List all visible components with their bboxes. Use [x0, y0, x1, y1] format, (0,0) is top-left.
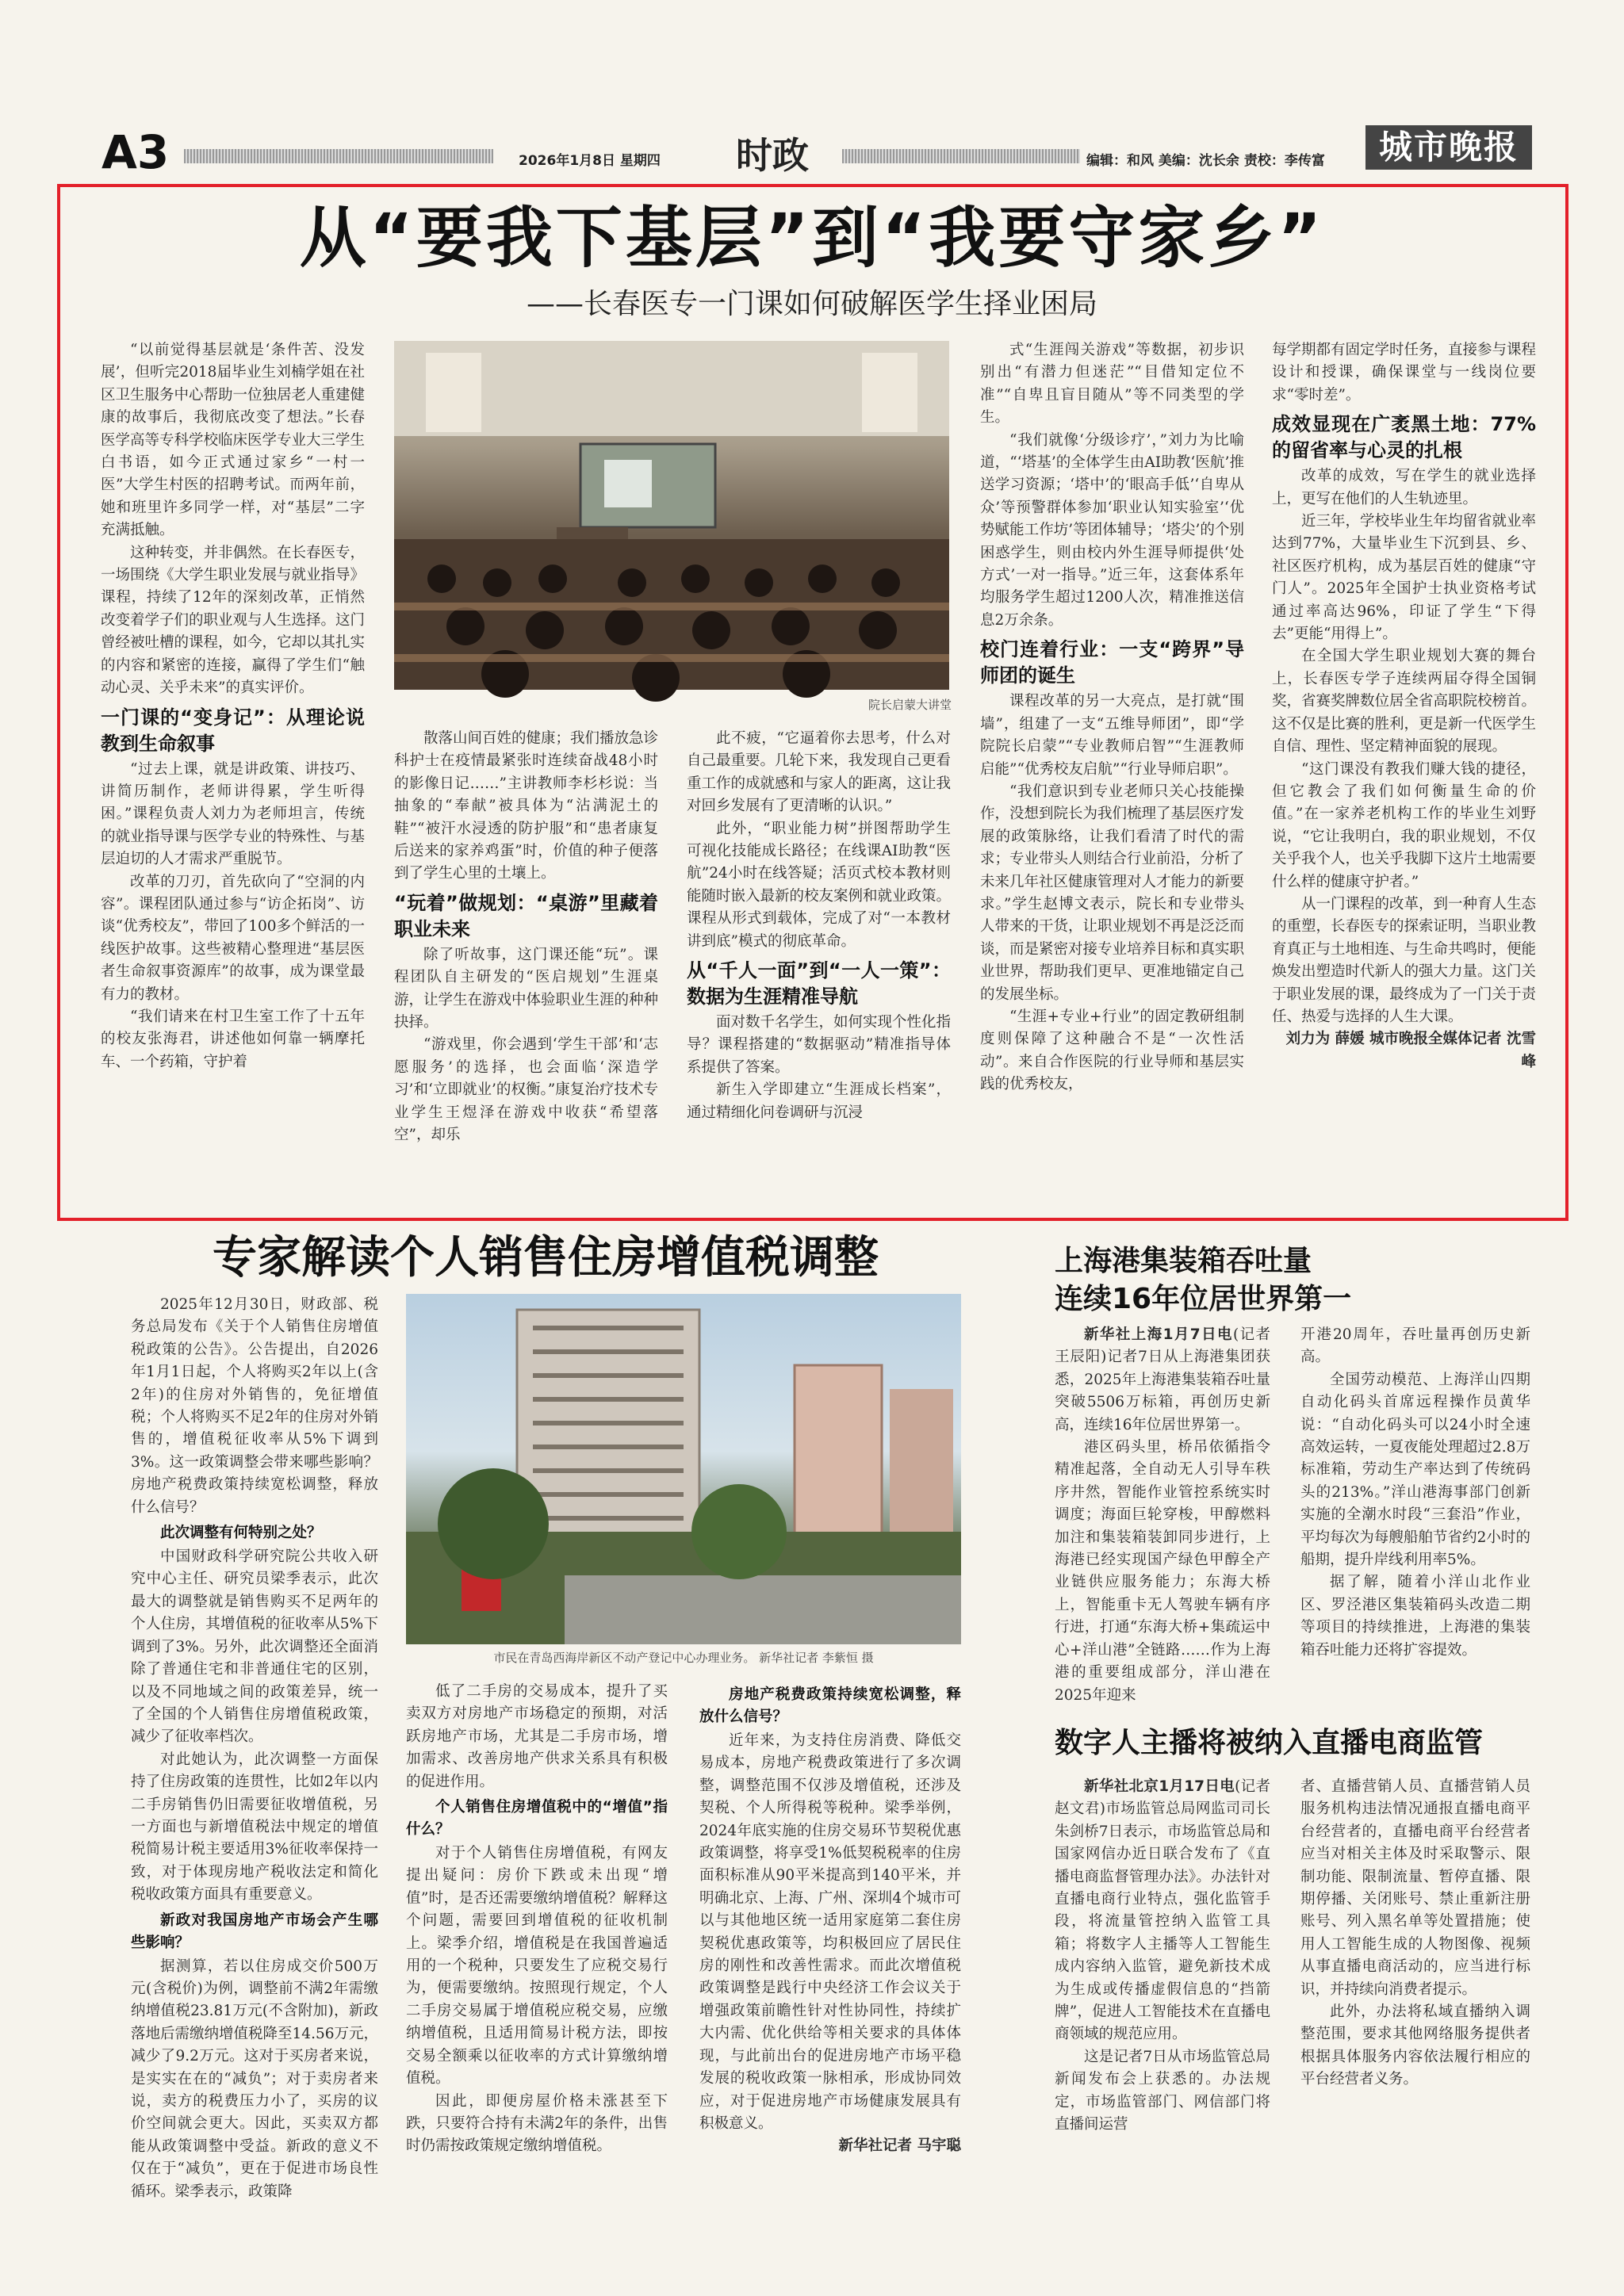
paragraph: 2025年12月30日，财政部、税务总局发布《关于个人销售住房增值税政策的公告》。公告提出，自2026年1月1日起，个人将购买2年以上(含2年)的住房对外销售的，免征增值税；个人将购买不足2年的住房对外销售的，增值税征收率从5%下调到3%。这一政策调整会带来哪些影响？房地产税费政策持续宽松调整，释放什么信号？ [131, 1296, 378, 1516]
lead-column-4 [980, 339, 1244, 1203]
question-heading: 房地产税费政策持续宽松调整，释放什么信号？ [699, 1686, 961, 1725]
paragraph: 式“生涯闯关游戏”等数据，初步识别出“有潜力但迷茫”“目借知定位不准”“自卑且盲目随从”等不同类型的学生。 [980, 342, 1244, 427]
digital-column-2 [1300, 1776, 1530, 2156]
paragraph: 全国劳动模范、上海洋山四期自动化码头首席远程操作员黄华说：“自动化码头可以24小时全速高效运转，一夏夜能处理超过2.8万标准箱，劳动生产率达到了传统码头的213%。”洋山港海事部门创新实施的全潮水时段“三套沿”作业，平均每次为每艘船舶节省约2小时的船期，提升岸线利用率5%。 [1300, 1371, 1530, 1569]
tax-photo-caption: 市民在青岛西海岸新区不动产登记中心办理业务。 新华社记者 李紫恒 摄 [493, 1651, 874, 1665]
paragraph: 此外，办法将私域直播纳入调整范围，要求其他网络服务提供者根据具体服务内容依法履行相应的平台经营者义务。 [1300, 2003, 1530, 2088]
tax-title: 专家解读个人销售住房增值税调整 [213, 1232, 879, 1284]
paragraph: 改革的成效，写在学生的就业选择上，更写在他们的人生轨迹里。 [1272, 468, 1536, 507]
port-column-2 [1300, 1324, 1530, 1705]
tax-column-1 [131, 1294, 378, 2200]
section-name: 时政 [736, 134, 809, 177]
paragraph: 据了解，随着小洋山北作业区、罗泾港区集装箱码头改造二期等项目的持续推进，上海港的集装箱吞吐能力还将扩容提效。 [1300, 1574, 1530, 1659]
paragraph: 近三年，学校毕业生年均留省就业率达到77%，大量毕业生下沉到县、乡、社区医疗机构，成为基层百姓的健康“守门人”。2025年全国护士执业资格考试通过率高达96%，印证了学生“下得去”更能“用得上”。 [1272, 513, 1537, 643]
question-heading: 此次调整有何特别之处？ [160, 1525, 322, 1542]
lead-column-5 [1272, 339, 1536, 1203]
lead-column-2 [394, 728, 658, 1203]
paragraph: 新生入学即建立“生涯成长档案”，通过精细化问卷调研与沉浸 [687, 1081, 951, 1121]
dateline: 新华社北京1月17日电 [1084, 1778, 1235, 1795]
port-title-line2: 连续16年位居世界第一 [1055, 1283, 1352, 1315]
subheading: 从“千人一面”到“一人一策”：数据为生涯精准导航 [687, 959, 951, 1008]
port-title-line1: 上海港集装箱吞吐量 [1055, 1245, 1312, 1277]
dateline: 新华社上海1月7日电 [1084, 1326, 1233, 1343]
lead-title: 从“要我下基层”到“我要守家乡” [299, 199, 1325, 277]
paragraph: “我们意识到专业老师只关心技能操作，没想到院长为我们梳理了基层医疗发展的政策脉络，让我们看清了时代的需求；专业带头人则结合行业前沿，分析了未来几年社区健康管理对人才能力的新要求。”学生赵博文表示，院长和专业带头人带来的干货，让职业规划不再是泛泛而谈，而是紧密对接专业培养目标和真实职业世界，帮助我们更早、更准地锚定自己的发展坐标。 [980, 783, 1245, 1003]
residential-photo [406, 1294, 961, 1644]
paragraph: 在全国大学生职业规划大赛的舞台上，长春医专学子连续两届夺得全国铜奖，省赛奖牌数位居全省高职院校榜首。这不仅是比赛的胜利，更是新一代医学生自信、理性、坚定精神面貌的展现。 [1272, 648, 1537, 756]
port-column-1 [1055, 1324, 1270, 1705]
newspaper-logo: 城市晚报 [1365, 125, 1532, 170]
paragraph: 港区码头里，桥吊依循指令精准起落，全自动无人引导车秩序井然，智能作业管控系统实时调度；海面巨轮穿梭，甲醇燃料加注和集装箱装卸同步进行，上海港已经实现国产绿色甲醇全产业链供应服务能力；东海大桥上，智能重卡无人驾驶车辆有序行进，打通“东海大桥+集疏运中心+洋山港”全链路……作为上海港的重要组成部分，洋山港在2025年迎来 [1055, 1439, 1270, 1704]
paragraph: 这是记者7日从市场监管总局新闻发布会上获悉的。办法规定，市场监管部门、网信部门将直播间运营 [1055, 2048, 1270, 2133]
paragraph: 因此，即便房屋价格未涨甚至下跌，只要符合持有未满2年的条件，出售时仍需按政策规定缴纳增值税。 [406, 2092, 668, 2155]
subheading: 校门连着行业：一支“跨界”导师团的诞生 [980, 638, 1244, 687]
paragraph: “这门课没有教我们赚大钱的捷径，但它教会了我们如何衡量生命的价值。”在一家养老机构工作的毕业生刘野说，“它让我明白，我的职业规划，不仅关乎我个人，也关乎我脚下这片土地需要什么样的健康守护者。” [1272, 760, 1537, 890]
tax-column-2 [406, 1681, 668, 2156]
paragraph: “过去上课，就是讲政策、讲技巧、讲简历制作，老师讲得累，学生听得困。”课程负责人刘力为老师坦言，传统的就业指导课与医学专业的特殊性、与基层迫切的人才需求严重脱节。 [101, 760, 366, 868]
page-number: A3 [102, 125, 170, 179]
lead-column-1 [101, 339, 365, 1203]
editors-line: 编辑：和风 美编：沈长余 责校：李传富 [1086, 153, 1325, 169]
paragraph: 中国财政科学研究院公共收入研究中心主任、研究员梁季表示，此次最大的调整就是销售购买不足两年的个人住房，其增值税的征收率从5%下调到了3%。另外，此次调整还全面消除了普通住宅和非普通住宅的区别，以及不同地域之间的政策差异，统一了全国的个人销售住房增值税政策，减少了征收率档次。 [131, 1548, 378, 1746]
paragraph: 低了二手房的交易成本，提升了买卖双方对房地产市场稳定的预期，对活跃房地产市场，尤其是二手房市场，增加需求、改善房地产供求关系具有积极的促进作用。 [406, 1683, 668, 1790]
paragraph: “我们请来在村卫生室工作了十五年的校友张海君，讲述他如何靠一辆摩托车、一个药箱，守护着 [101, 1008, 365, 1070]
lecture-hall-photo [394, 341, 949, 690]
paragraph: 据测算，若以住房成交价500万元(含税价)为例，调整前不满2年需缴纳增值税23.81万元(不含附加)，新政落地后需缴纳增值税降至14.56万元，减少了9.2万元。这对于买房者来说，是实实在在的“减负”；对于卖房者来说，卖方的税费压力小了，买房的议价空间就会更大。因此，买卖双方都能从政策调整中受益。新政的意义不仅在于“减负”，更在于促进市场良性循环。梁季表示，政策降 [131, 1957, 378, 2200]
lead-photo-caption: 院长启蒙大讲堂 [868, 698, 952, 712]
lead-column-3 [687, 728, 951, 1203]
subheading: 一门课的“变身记”：从理论说教到生命叙事 [101, 706, 365, 755]
paragraph: 每学期都有固定学时任务，直接参与课程设计和授课，确保课堂与一线岗位要求“零时差”。 [1272, 342, 1537, 404]
byline: 刘力为 薛媛 城市晚报全媒体记者 沈雪峰 [1285, 1031, 1536, 1070]
paragraph: 散落山间百姓的健康；我们播放急诊科护士在疫情最紧张时连续奋战48小时的影像日记……”主讲教师李杉杉说：当抽象的“奉献”被具体为“沾满泥土的鞋”“被汗水浸透的防护服”和“患者康复后送来的家养鸡蛋”时，价值的种子便落到了学生心里的土壤上。 [394, 730, 659, 882]
subheading: “玩着”做规划：“桌游”里藏着职业未来 [394, 891, 658, 940]
paragraph: 改革的刀刃，首先砍向了“空洞的内容”。课程团队通过参与“访企拓岗”、访谈“优秀校友”，带回了100多个鲜活的一线医护故事。这些被精心整理进“基层医者生命叙事资源库”的故事，成为课堂最有力的教材。 [101, 873, 365, 1003]
paragraph-text: (记者王辰阳)记者7日从上海港集团获悉，2025年上海港集装箱吞吐量突破5506万标箱，再创历史新高，连续16年位居世界第一。 [1055, 1326, 1271, 1433]
header-date: 2026年1月8日 星期四 [519, 153, 661, 169]
header-rule-left [184, 149, 493, 163]
paragraph: 面对数千名学生，如何实现个性化指导？课程搭建的“数据驱动”精准指导体系提供了答案。 [687, 1014, 952, 1076]
paragraph: 开港20周年，吞吐量再创历史新高。 [1300, 1326, 1530, 1366]
paragraph: “我们就像‘分级诊疗’，”刘力为比喻道，“‘塔基’的全体学生由AI助教‘医航’推送学习资源；‘塔中’的‘眼高手低’‘自卑从众’等预警群体参加‘职业认知实验室’‘优势赋能工作坊’等团体辅导；‘塔尖’的个别困惑学生，则由校内外生涯导师提供‘处方式’一对一指导。”近三年，这套体系年均服务学生超过1200人次，精准推送信息2万余条。 [980, 431, 1244, 629]
paragraph: “生涯+专业+行业”的固定教研组制度则保障了这种融合不是“一次性活动”。来自合作医院的行业导师和基层实践的优秀校友， [980, 1008, 1244, 1093]
paragraph-text: (记者赵文君)市场监管总局网监司司长朱剑桥7日表示，市场监管总局和国家网信办近日联合发布了《直播电商监督管理办法》。办法针对直播电商行业特点，强化监管手段，将流量管控纳入监管工具箱；将数字人主播等人工智能生成内容纳入监管，避免新技术成为生成或传播虚假信息的“挡箭牌”，促进人工智能技术在直播电商领域的规范应用。 [1055, 1778, 1271, 2043]
byline: 新华社记者 马宇聪 [838, 2137, 961, 2155]
digital-title: 数字人主播将被纳入直播电商监管 [1055, 1727, 1484, 1759]
tax-column-3 [699, 1681, 961, 2156]
paragraph [1055, 1776, 1270, 2046]
header-rule-mid [842, 149, 1080, 163]
paragraph: 除了听故事，这门课还能“玩”。课程团队自主研发的“医启规划”生涯桌游，让学生在游戏中体验职业生涯的种种抉择。 [394, 946, 659, 1031]
paragraph: 对此她认为，此次调整一方面保持了住房政策的连贯性，比如2年以内二手房销售仍旧需要征收增值税，另一方面也与新增值税法中规定的增值税简易计税主要适用3%征收率保持一致，对于体现房地产税收法定和简化税收政策方面具有重要意义。 [131, 1751, 378, 1904]
subheading: 成效显现在广袤黑土地：77%的留省率与心灵的扎根 [1272, 413, 1536, 462]
paragraph: 者、直播营销人员、直播营销人员服务机构违法情况通报直播电商平台经营者的，直播电商平台经营者应当对相关主体及时采取警示、限制功能、限制流量、暂停直播、限期停播、关闭账号、禁止重新注册账号、列入黑名单等处置措施；使用人工智能生成的人物图像、视频从事直播电商活动的，应当进行标识，并持续向消费者提示。 [1300, 1778, 1530, 1998]
paragraph: “以前觉得基层就是‘条件苦、没发展’，但听完2018届毕业生刘楠学姐在社区卫生服务中心帮助一位独居老人重建健康的故事后，我彻底改变了想法。”长春医学高等专科学校临床医学专业大三学生白书语，如今正式通过家乡“一村一医”大学生村医的招聘考试。而两年前，她和班里许多同学一样，对“基层”二字充满抵触。 [101, 342, 366, 539]
lead-subtitle: ——长春医专一门课如何破解医学生择业困局 [526, 288, 1097, 320]
paragraph: 近年来，为支持住房消费、降低交易成本，房地产税费政策进行了多次调整，调整范围不仅涉及增值税，还涉及契税、个人所得税等税种。梁季举例，2024年底实施的住房交易环节契税优惠政策调整，将享受1%低契税税率的住房面积标准从90平米提高到140平米，并明确北京、上海、广州、深圳4个城市可以与其他地区统一适用家庭第二套住房契税优惠政策等，均积极回应了居民住房的刚性和改善性需求。而此次增值税政策调整是践行中央经济工作会议关于增强政策前瞻性针对性协同性，持续扩大内需、优化供给等相关要求的具体体现，与此前出台的促进房地产市场平稳发展的税收政策一脉相承，形成协同效应，对于促进房地产市场健康发展具有积极意义。 [699, 1732, 961, 2132]
paragraph: “游戏里，你会遇到‘学生干部’和‘志愿服务’的选择，也会面临‘深造学习’和‘立即就业’的权衡。”康复治疗技术专业学生王煜泽在游戏中收获“希望落空”，却乐 [394, 1036, 658, 1144]
paragraph: 此不疲，“它逼着你去思考，什么对自己最重要。几轮下来，我发现自己更看重工作的成就感和与家人的距离，这让我对回乡发展有了更清晰的认识。” [687, 730, 952, 815]
paragraph: 从一门课程的改革，到一种育人生态的重塑，长春医专的探索证明，当职业教育真正与土地相连、与生命共鸣时，便能焕发出塑造时代新人的强大力量。这门关于职业发展的课，最终成为了一门关于责任、热爱与选择的人生大课。 [1272, 895, 1537, 1025]
paragraph: 这种转变，并非偶然。在长春医专，一场围绕《大学生职业发展与就业指导》课程，持续了12年的深刻改革，正悄然改变着学子们的职业观与人生选择。这门曾经被吐槽的课程，如今，它却以其扎实的内容和紧密的连接，赢得了学生们“触动心灵、关乎未来”的真实评价。 [101, 544, 366, 697]
paragraph [1055, 1324, 1270, 1437]
paragraph: 此外，“职业能力树”拼图帮助学生可视化技能成长路径；在线课AI助教“医航”24小时在线答疑；活页式校本教材则能随时嵌入最新的校友案例和就业政策。课程从形式到载体，完成了对“一本教材讲到底”模式的彻底革命。 [687, 820, 952, 950]
question-heading: 个人销售住房增值税中的“增值”指什么？ [406, 1799, 668, 1839]
digital-column-1 [1055, 1776, 1270, 2156]
question-heading: 新政对我国房地产市场会产生哪些影响？ [131, 1911, 378, 1951]
paragraph: 对于个人销售住房增值税，有网友提出疑问：房价下跌或未出现“增值”时，是否还需要缴纳增值税？解释这个问题，需要回到增值税的征收机制上。梁季介绍，增值税是在我国普遍适用的一个税种，只要发生了应税交易行为，便需要缴纳。按照现行规定，个人二手房交易属于增值税应税交易，应缴纳增值税，且适用简易计税方法，即按交易全额乘以征收率的方式计算缴纳增值税。 [406, 1845, 668, 2087]
paragraph: 课程改革的另一大亮点，是打就“围墙”，组建了一支“五维导师团”，即“学院院长启蒙”“专业教师启智”“生涯教师启能”“优秀校友启航”“行业导师启职”。 [980, 693, 1244, 778]
